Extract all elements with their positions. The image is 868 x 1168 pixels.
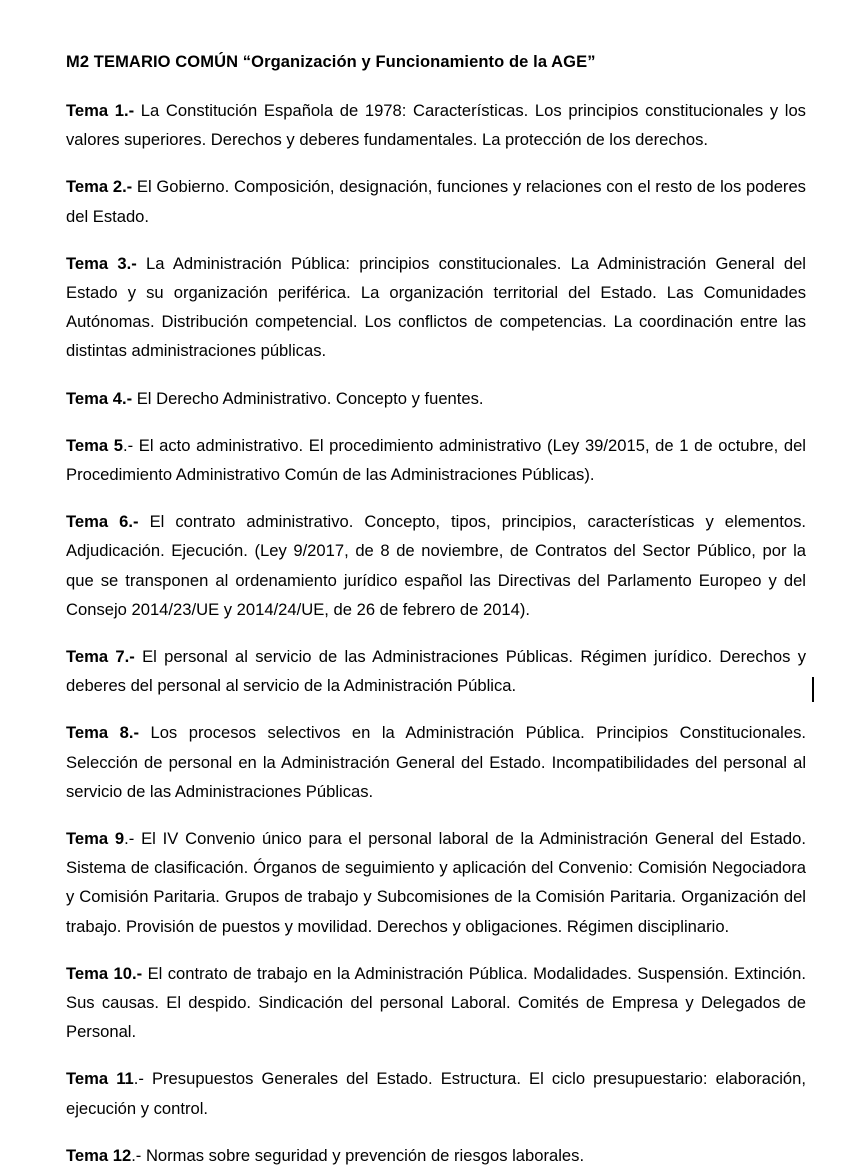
tema-separator: .- — [126, 253, 137, 273]
tema-label: Tema 12 — [66, 1145, 132, 1165]
tema-body-text: El IV Convenio único para el personal laboral de la Administración General del Estado. Sistema de clasificación. Órganos de seguimiento y aplicación del Convenio: Comisión Negociadora y Comisión Paritaria. Grupos de trabajo y Subcomisiones de la Comisión Paritaria. Organización del trabajo. Provisión de puestos y movilidad. Derechos y obligaciones. Régimen disciplinario. — [66, 829, 806, 936]
tema-body-text: El acto administrativo. El procedimiento administrativo (Ley 39/2015, de 1 de octubre, del Procedimiento Administrativo Común de las Administraciones Públicas). — [66, 435, 806, 485]
tema-label: Tema 6 — [66, 512, 129, 532]
tema-separator: .- — [124, 101, 135, 120]
tema-separator: .- — [122, 177, 133, 197]
tema-list — [66, 96, 806, 1168]
tema-paragraph[interactable] — [66, 824, 806, 941]
tema-paragraph[interactable] — [66, 384, 806, 413]
text-cursor-caret — [812, 677, 814, 702]
tema-label: Tema 7 — [66, 647, 125, 667]
tema-label: Tema 8 — [66, 723, 129, 743]
tema-body-text: Normas sobre seguridad y prevención de riesgos laborales. — [141, 1145, 585, 1165]
tema-separator: .- — [132, 963, 143, 983]
tema-body-text: La Constitución Española de 1978: Características. Los principios constitucionales y los valores superiores. Derechos y deberes fundamentales. La protección de los derechos. — [66, 101, 806, 150]
tema-label: Tema 10 — [66, 963, 132, 983]
tema-paragraph[interactable] — [66, 718, 806, 806]
tema-body-text: El contrato administrativo. Concepto, tipos, principios, características y elementos. Adjudicación. Ejecución. (Ley 9/2017, de 8 de noviembre, de Contratos del Sector Público, por la que se transponen al ordenamiento jurídico español las Directivas del Parlamento Europeo y del Consejo 2014/23/UE y 2014/24/UE, de 26 de febrero de 2014). — [66, 512, 806, 619]
tema-label: Tema 2 — [66, 177, 123, 197]
tema-label: Tema 9 — [66, 829, 125, 849]
tema-separator: .- — [128, 723, 139, 743]
tema-paragraph[interactable] — [66, 249, 806, 366]
tema-label: Tema 1 — [66, 101, 124, 120]
tema-paragraph[interactable] — [66, 1141, 806, 1168]
tema-paragraph[interactable] — [66, 507, 806, 624]
tema-separator: .- — [124, 647, 135, 667]
tema-paragraph[interactable] — [66, 172, 806, 230]
document-body[interactable] — [66, 48, 806, 1168]
tema-label: Tema 11 — [66, 1069, 134, 1089]
tema-body-text: El contrato de trabajo en la Administración Pública. Modalidades. Suspensión. Extinción. Sus causas. El despido. Sindicación del personal Laboral. Comités de Empresa y Delegados de Personal. — [66, 963, 806, 1042]
tema-separator: .- — [122, 435, 134, 455]
tema-body-text: El Derecho Administrativo. Concepto y fuentes. — [132, 388, 484, 408]
document-title: M2 TEMARIO COMÚN “Organización y Funcionamiento de la AGE” — [66, 53, 596, 71]
tema-body-text: Los procesos selectivos en la Administración Pública. Principios Constitucionales. Selección de personal en la Administración General del Estado. Incompatibilidades del personal al servicio de las Administraciones Públicas. — [66, 723, 806, 801]
tema-paragraph[interactable] — [66, 96, 806, 154]
tema-body-text: La Administración Pública: principios constitucionales. La Administración General del Estado y su organización periférica. La organización territorial del Estado. Las Comunidades Autónomas. Distribución competencial. Los conflictos de competencias. La coordinación entre las distintas administraciones públicas. — [66, 253, 806, 361]
tema-separator: .- — [131, 1145, 142, 1165]
tema-separator: .- — [121, 388, 133, 408]
tema-body-text: El personal al servicio de las Administraciones Públicas. Régimen jurídico. Derechos y deberes del personal al servicio de la Administración Pública. — [66, 647, 806, 696]
tema-label: Tema 3 — [66, 253, 127, 273]
tema-separator: .- — [133, 1069, 144, 1089]
tema-separator: .- — [128, 512, 139, 532]
tema-body-text: Presupuestos Generales del Estado. Estructura. El ciclo presupuestario: elaboración, ejecución y control. — [66, 1069, 806, 1118]
tema-label: Tema 5 — [66, 435, 123, 455]
tema-paragraph[interactable] — [66, 1064, 806, 1122]
tema-separator: .- — [124, 829, 135, 849]
tema-paragraph[interactable] — [66, 959, 806, 1047]
tema-body-text: El Gobierno. Composición, designación, funciones y relaciones con el resto de los poderes del Estado. — [66, 177, 806, 226]
tema-label: Tema 4 — [66, 388, 122, 408]
tema-paragraph[interactable] — [66, 431, 806, 489]
tema-paragraph[interactable] — [66, 642, 806, 700]
